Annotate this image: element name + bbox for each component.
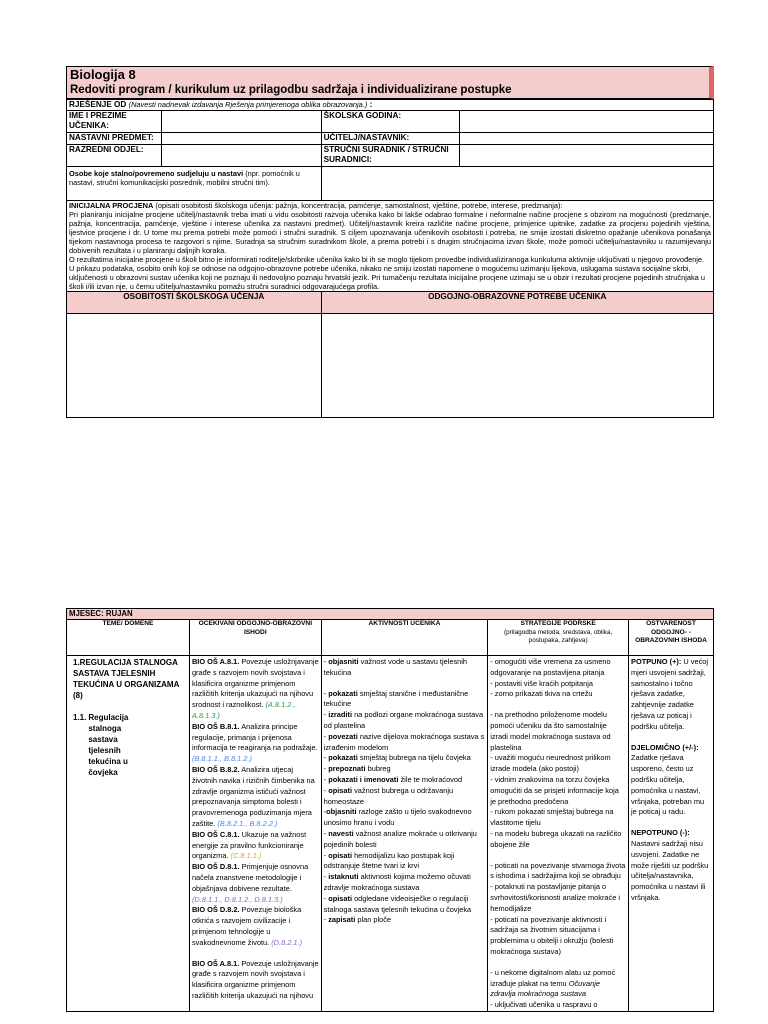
strategies-cell: [488, 656, 629, 1012]
strategy-italic: Očuvanje zdravlja mokraćnoga sustava: [490, 978, 600, 999]
activity-verb: pokazati i imenovati: [328, 774, 399, 784]
monthly-plan-table: [66, 608, 714, 1012]
activities-cell: [321, 656, 488, 1012]
associate-label: STRUČNI SURADNIK / STRUČNI SURADNICI:: [321, 145, 459, 167]
achievement-item: [631, 828, 711, 904]
achievement-level: DJELOMIČNO (+/-):: [631, 742, 699, 752]
activity-verb: prepoznati: [328, 764, 366, 774]
initial-assessment-label: INICIJALNA PROCJENA: [69, 201, 154, 210]
outcome-ref: (B.8.1.1., B.8.1.2.): [191, 754, 252, 764]
subject-title: Biologija 8: [70, 67, 136, 82]
activity-text: važnost bubrega u održavanju homeostaze: [323, 785, 454, 806]
outcome-ref: (C.8.1.1.): [228, 851, 262, 861]
activity-verb: opisati: [328, 850, 353, 860]
achievement-text: Nastavni sadržaji nisu usvojeni. Zadatke ne može riješiti uz podršku učitelja/nastavnika, pomoćnika u nastavi ili vršnjaka.: [631, 838, 709, 902]
support-persons-label: Osobe koje stalno/povremeno sudjeluju u nastavi: [69, 169, 244, 178]
activity-text: odgledane videoisječke o regulaciji stalnoga sastava tjelesnih tekućina u čovjeka: [323, 893, 472, 914]
activity-verb: pokazati: [328, 688, 358, 698]
header-strategies-sub: (prilagodba metoda, sredstava, oblika, postupaka, zahtjeva): [503, 628, 613, 644]
activity-item: - opisati hemodijalizu kao postupak koji odstranjuje štetne tvari iz krvi: [323, 850, 455, 871]
topic-main: 1.REGULACIJA STALNOGA SASTAVA TJELESNIH TEKUĆINA U ORGANIZAMA (8): [73, 658, 180, 700]
support-persons-field[interactable]: [321, 167, 713, 201]
outcome-item: [192, 657, 319, 722]
school-year-field[interactable]: [459, 111, 714, 133]
teacher-field[interactable]: [459, 133, 714, 145]
outcome-item: [192, 722, 319, 765]
learning-characteristics-field[interactable]: [67, 314, 322, 418]
strategy-item: - uključivati učenika u raspravu o: [490, 1000, 598, 1010]
outcome-text: Povezuje biološka otkrića s razvojem civilizacije i primjenom tehnologije u svakodnevnome životu.: [191, 905, 302, 947]
strategy-item: - poticati na povezivanje stvarnoga života s ishodima i sadržajima koji se obrađuju: [490, 860, 626, 881]
outcome-code: BIO OŠ B.8.2.: [191, 764, 240, 774]
decision-row: [67, 100, 714, 111]
activity-item: - pokazati smještaj stanične i međustanične tekućine: [323, 688, 469, 709]
initial-assessment-p1: Pri planiranju inicijalne procjene učitelj/nastavnik treba imati u vidu osobitosti razvoja učenika kako bi lakše odabrao formalne i neformalne načine procjene s obzirom na mogućnosti (predznanje, pažnja, koncentracija, pamćenje, vještine i interese učenika za nastavni predmet). Učitelj/nastavnik kreira različite načine procjene, primjerice upitnike, zadatke za procjenu pojedinih vještina, ljestvice procjene i dr. U tome mu prema potrebi može pomoći i stručni suradnik. S ciljem upoznavanja učenikovih osobitosti i potreba, ne smije izostati diskretno opažanje učenikova ponašanja tijekom nastavnoga procesa te razgovori s njime. Suradnja sa stručnim suradnikom škole, a prema potrebi i s drugim stručnjacima izvan škole, može pomoći učitelju/nastavniku u razumijevanju dobivenih rezultata i u planiranju daljnjih koraka.: [69, 210, 711, 255]
topic-sub: [69, 712, 187, 778]
outcome-ref: (D.8.2.1.): [269, 937, 303, 947]
outcome-text: Analizira principe regulacije, primanja i prijenosa informacija te reagiranja na podražaje.: [191, 721, 318, 753]
strategy-item: - uvažiti moguću neurednost prilikom izrade modela (ako postoji): [490, 753, 611, 774]
activity-item: -objasniti razloge zašto u tijelo svakodnevno unosimo hranu i vodu: [323, 807, 472, 828]
outcome-item: [192, 862, 319, 905]
activity-item: - opisati odgledane videoisječke o regulaciji stalnoga sastava tjelesnih tekućina u čovjeka: [323, 893, 472, 914]
outcome-ref: (B.8.2.1., B.8.2.2.): [215, 818, 278, 828]
activity-item: - pokazati i imenovati žile te mokraćovod: [323, 774, 463, 784]
outcome-code: BIO OŠ C.8.1.: [191, 829, 240, 839]
topic-sub-number: 1.1.: [73, 713, 87, 722]
document-subtitle: Redoviti program / kurikulum uz prilagodbu sadržaja i individualizirane postupke: [70, 84, 512, 96]
school-year-label: ŠKOLSKA GODINA:: [321, 111, 459, 133]
activity-verb: povezati: [328, 731, 358, 741]
strategy-item: - potaknuti na postavljanje pitanja o svrhovitosti/korisnosti analize mokraće i hemodijalize: [490, 882, 621, 913]
col-learning-header: OSOBITOSTI ŠKOLSKOGA UČENJA: [67, 292, 322, 314]
activity-verb: zapisati: [328, 915, 356, 925]
header-strategies-title: STRATEGIJE PODRŠKE: [520, 620, 596, 627]
strategy-item: - vidnim znakovima na torzu čovjeka omogućiti da se prisjeti informacije koja je prethodno predočena: [490, 774, 619, 806]
activity-text: na podlozi organe mokraćnoga sustava od plastelina: [323, 710, 484, 730]
achievement-text: Zadatke rješava usporeno, često uz podršku učitelja, pomoćnika u nastavi, vršnjaka, potreban mu je poticaj u radu.: [631, 753, 705, 817]
activity-text: aktivnosti kojima možemo očuvati zdravlje mokraćnoga sustava: [323, 872, 471, 892]
outcome-code: BIO OŠ D.8.1.: [191, 862, 240, 872]
header-topics: TEME/ DOMENE: [67, 620, 190, 656]
initial-assessment-cell: [67, 201, 714, 292]
outcome-text: Primjenjuje osnovna načela znanstvene metodologije i objašnjava dobivene rezultate.: [191, 862, 309, 893]
decision-label: RJEŠENJE OD: [69, 100, 127, 109]
decision-note: (Navesti nadnevak izdavanja Rješenja primjerenoga oblika obrazovanja.): [128, 100, 368, 109]
educational-needs-field[interactable]: [321, 314, 713, 418]
activity-item: - navesti važnost analize mokraće u otkrivanju pojedinih bolesti: [323, 828, 477, 849]
achievement-item: [631, 743, 711, 819]
support-persons-note: (npr. pomoćnik u nastavi, stručni komunikacijski posrednik, mobilni stručni tim).: [69, 169, 300, 187]
outcome-code: BIO OŠ A.8.1.: [191, 958, 240, 968]
header-outcomes: OČEKIVANI ODGOJNO-OBRAZOVNI ISHODI: [189, 620, 321, 656]
achievement-cell: [629, 656, 714, 1012]
strategy-text: - u nekome digitalnom alatu uz pomoć izrađuje plakat na temu: [490, 967, 616, 988]
activity-item: - prepoznati bubreg: [323, 764, 391, 774]
col-needs-header: ODGOJNO-OBRAZOVNE POTREBE UČENIKA: [321, 292, 713, 314]
strategy-item: - na modelu bubrega ukazati na različito obojene žile: [490, 828, 622, 849]
activity-text: važnost analize mokraće u otkrivanju pojedinih bolesti: [323, 828, 477, 849]
outcome-text: Povezuje usložnjavanje građe s razvojem novih svojstava i klasificira organizme primjenom različitih kriterija ukazujući na njihovu: [191, 958, 319, 1000]
strategy-item: - rukom pokazati smještaj bubrega na vlastitome tijelu: [490, 807, 614, 828]
activity-item: - zapisati plan ploče: [323, 915, 392, 925]
activity-item: - povezati nazive dijelova mokraćnoga sustava s izrađenim modelom: [323, 731, 485, 752]
activity-verb: istaknuti: [328, 872, 359, 882]
achievement-level: NEPOTPUNO (-):: [631, 828, 690, 838]
class-label: RAZREDNI ODJEL:: [67, 145, 162, 167]
strategy-item: - na prethodno priloženome modelu pomoći učeniku da što samostalnije izradi model mokraćnoga sustava od plastelina: [490, 710, 611, 752]
activity-text: važnost vode u sastavu tjelesnih tekućina: [323, 657, 468, 677]
activity-text: hemodijalizu kao postupak koji odstranjuje štetne tvari iz krvi: [323, 850, 455, 871]
header-strategies: [488, 620, 629, 656]
activity-item: - objasniti važnost vode u sastavu tjelesnih tekućina: [323, 657, 468, 677]
outcome-item: [192, 959, 319, 1002]
activity-verb: objasniti: [326, 807, 357, 817]
support-persons-cell: [67, 167, 322, 201]
activity-text: razloge zašto u tijelo svakodnevno unosimo hranu i vodu: [323, 807, 472, 828]
activity-verb: navesti: [328, 828, 354, 838]
activity-verb: objasniti: [328, 657, 359, 666]
outcomes-cell: [189, 656, 321, 1012]
activity-item: - pokazati smještaj bubrega na tijelu čovjeka: [323, 753, 471, 763]
outcome-text: Povezuje usložnjavanje građe s razvojem novih svojstava i klasificira organizme primjenom različitih kriterija ukazujući na njihovu srodnost i raznolikost.: [191, 657, 319, 710]
outcome-item: [192, 830, 319, 862]
activity-verb: opisati: [328, 893, 353, 903]
subject-label: NASTAVNI PREDMET:: [67, 133, 162, 145]
activity-verb: pokazati: [328, 753, 358, 763]
header-activities: AKTIVNOSTI UČENIKA: [321, 620, 488, 656]
achievement-text: U većoj mjeri usvojeni sadržaji, samostalno i točno rješava zadatke, zahtjevnije zadatke rješava uz poticaj i podršku učitelja.: [631, 657, 709, 731]
outcome-code: BIO OŠ D.8.2.: [191, 905, 240, 915]
student-info-table: [66, 99, 714, 418]
month-row: MJESEC: RUJAN: [67, 609, 714, 620]
outcome-text: Ukazuje na važnost energije za pravilno funkcioniranje organizma.: [191, 829, 307, 861]
activity-text: smještaj stanične i međustanične tekućine: [323, 688, 469, 709]
outcome-item: [192, 905, 319, 948]
name-label: IME I PREZIME UČENIKA:: [67, 111, 162, 133]
achievement-item: [631, 657, 711, 733]
activity-text: nazive dijelova mokraćnoga sustava s izrađenim modelom: [323, 731, 485, 752]
outcome-ref: (D.8.1.1., D.8.1.2., D.8.1.3.): [191, 894, 283, 904]
achievement-level: POTPUNO (+):: [631, 657, 682, 666]
activity-text: bubreg: [365, 764, 391, 774]
topic-cell: [67, 656, 190, 1012]
teacher-label: UČITELJ/NASTAVNIK:: [321, 133, 459, 145]
strategy-item: [490, 968, 626, 1000]
activity-item: - opisati važnost bubrega u održavanju homeostaze: [323, 785, 454, 806]
outcome-item: [192, 765, 319, 830]
topic-sub-title: Regulacija stalnoga sastava tjelesnih tekućina u čovjeka: [88, 713, 129, 777]
activity-verb: opisati: [328, 785, 353, 795]
activity-item: - izraditi na podlozi organe mokraćnoga sustava od plastelina: [323, 710, 484, 730]
strategy-item: - omogućiti više vremena za usmeno odgovaranje na postavljena pitanja: [490, 657, 611, 677]
initial-assessment-head: (opisati osobitosti školskoga učenja: pažnja, koncentracija, pamćenje, samostalnost, vještine, potrebe, interese, predznanja):: [153, 201, 563, 210]
strategy-item: - postaviti više kraćih potpitanja: [490, 678, 593, 688]
decision-colon: :: [369, 100, 373, 109]
subject-field[interactable]: [161, 133, 321, 145]
name-field[interactable]: [161, 111, 321, 133]
outcome-ref: (A.8.1.2., A.8.1.3.): [191, 700, 296, 720]
activity-item: - istaknuti aktivnosti kojima možemo očuvati zdravlje mokraćnoga sustava: [323, 872, 471, 892]
initial-assessment-p2: O rezultatima inicijalne procjene u školi bitno je informirati roditelje/skrbnike učenika kako bi ih se moglo tijekom provedbe individualiziranoga kurikuluma aktivnije uključivati u njegovo provođenje. U prikazu podataka, osobito onih koji se odnose na odgojno-obrazovne potrebe učenika, nikako ne smiju izostati napomene o mogućemu uzimanju lijekova, uslugama sustava socijalne skrbi, uključenosti u obrazovni sustav učenika koji ne poznaju ili nedovoljno poznaju hrvatski jezik. Pri tumačenju rezultata inicijalne procjene uzimaju se u obzir i rezultati procjene pojedinih stručnjaka u školi i/ili izvan nje, u čemu učitelju/nastavniku pomažu stručni suradnici odgovarajućega profila.: [69, 255, 705, 291]
outcome-code: BIO OŠ A.8.1.: [191, 657, 240, 666]
activity-verb: izraditi: [328, 710, 353, 720]
outcome-code: BIO OŠ B.8.1.: [191, 721, 240, 731]
class-field[interactable]: [161, 145, 321, 167]
activity-text: žile te mokraćovod: [398, 774, 463, 784]
associate-field[interactable]: [459, 145, 714, 167]
outcome-text: Analizira utjecaj životnih navika i rizičnih čimbenika na zdravlje organizma ističući važnost prepoznavanja simptoma bolesti i pravovremenoga poduzimanja mjera zaštite.: [191, 764, 315, 828]
header-achievement: OSTVARENOST ODGOJNO- -OBRAZOVNIH ISHODA: [629, 620, 714, 656]
document-header: [66, 66, 714, 99]
activity-text: plan ploče: [355, 915, 392, 925]
strategy-item: - poticati na povezivanje aktivnosti i sadržaja sa životnim situacijama i problemima u obitelji i okružju (bolesti mokraćnoga sustava): [490, 914, 614, 956]
activity-text: smještaj bubrega na tijelu čovjeka: [357, 753, 471, 763]
strategy-item: - zorno prikazati tkiva na crtežu: [490, 689, 593, 699]
